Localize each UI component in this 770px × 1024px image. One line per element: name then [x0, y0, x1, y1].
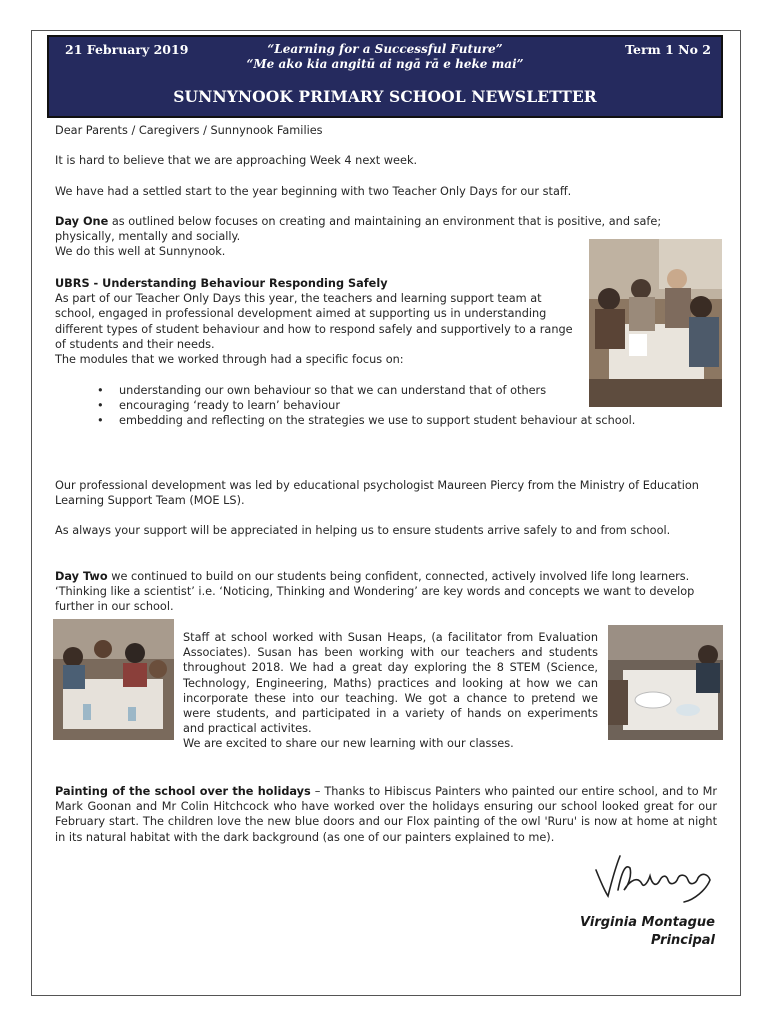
day-one-text-2: We do this well at Sunnynook. — [55, 245, 226, 259]
day-two-label: Day Two — [55, 570, 108, 583]
day-two-paragraph — [55, 569, 720, 615]
principal-name: Virginia Montague — [580, 915, 715, 930]
stem-text: Staff at school worked with Susan Heaps, (a facilitator from Evaluation Associates). Susan has been working with our teachers and students throughout 2018. We had a great day exploring the 8 STEM (Science, Technology, Engineering, Maths) practices and looking at how we can incorporate these into our teaching. We got a chance to pretend we were students, and participated in a variety of hands on experiments and practical activites. — [183, 631, 598, 736]
principal-role: Principal — [651, 933, 715, 948]
day-one-label: Day One — [55, 215, 109, 228]
day-two-text: we continued to build on our students being confident, connected, actively involved life long learners. ‘Thinking like a scientist’ i.e. ‘Noticing, Thinking and Wondering’ are key words and concepts we want to develop further in our school. — [55, 570, 695, 614]
pd-paragraph: Our professional development was led by educational psychologist Maureen Piercy from the Ministry of Education Learning Support Team (MOE LS). — [55, 479, 699, 508]
intro-paragraph: It is hard to believe that we are approaching Week 4 next week. — [55, 154, 418, 167]
focus-list — [97, 383, 687, 429]
painting-paragraph — [55, 784, 717, 845]
newsletter-masthead — [47, 35, 723, 118]
signature-image — [590, 850, 720, 910]
ubrs-heading: UBRS - Understanding Behaviour Responding Safely — [55, 277, 388, 290]
principal-signature — [590, 850, 720, 910]
support-paragraph: As always your support will be appreciated in helping us to ensure students arrive safely to and from school. — [55, 524, 671, 537]
teacher-only-days-paragraph: We have had a settled start to the year beginning with two Teacher Only Days for our staff. — [55, 185, 572, 198]
list-item: • encouraging ‘ready to learn’ behaviour — [97, 399, 340, 413]
issue-term: Term 1 No 2 — [625, 42, 711, 57]
newsletter-title: SUNNYNOOK PRIMARY SCHOOL NEWSLETTER — [173, 87, 597, 106]
painting-text: – Thanks to Hibiscus Painters who painted our entire school, and to Mr Mark Goonan and Mr Colin Hitchcock who have worked over the holidays ensuring our school looked great for our February start. The children love the new blue doors and our Flox painting of the owl 'Ruru' is now at home at night in its natural habitat with the dark background (as one of our painters explained to me). — [55, 785, 717, 844]
day-one-text: as outlined below focuses on creating and maintaining an environment that is positive, and safe; physically, mentally and socially. — [55, 215, 662, 244]
issue-date: 21 February 2019 — [65, 42, 189, 57]
list-item: • understanding our own behaviour so that we can understand that of others — [97, 384, 547, 397]
motto-maori: “Me ako kia angitū ai ngā rā e heke mai” — [246, 57, 524, 71]
signoff — [580, 914, 715, 950]
list-item: • embedding and reflecting on the strategies we use to support student behaviour at school. — [97, 414, 636, 428]
teachers-training-photo — [589, 239, 722, 407]
stem-paragraph — [183, 630, 598, 752]
motto-english: “Learning for a Successful Future” — [267, 42, 503, 56]
ubrs-text: As part of our Teacher Only Days this year, the teachers and learning support team at school, engaged in professional development aimed at supporting us in understanding different types of student behaviour and how to respond safely and supportively to a range of students and their needs. — [55, 292, 573, 351]
ubrs-section — [55, 276, 578, 367]
stem-workshop-photo-right — [608, 625, 723, 740]
stem-workshop-photo-left — [53, 619, 174, 740]
ubrs-text-2: The modules that we worked through had a specific focus on: — [55, 353, 404, 367]
painting-label: Painting of the school over the holidays — [55, 785, 311, 798]
teachers-training-photo-image — [589, 239, 722, 407]
stem-workshop-photo-right-image — [608, 625, 723, 740]
stem-text-2: We are excited to share our new learning with our classes. — [183, 737, 514, 751]
greeting: Dear Parents / Caregivers / Sunnynook Families — [55, 124, 323, 137]
stem-workshop-photo-left-image — [53, 619, 174, 740]
